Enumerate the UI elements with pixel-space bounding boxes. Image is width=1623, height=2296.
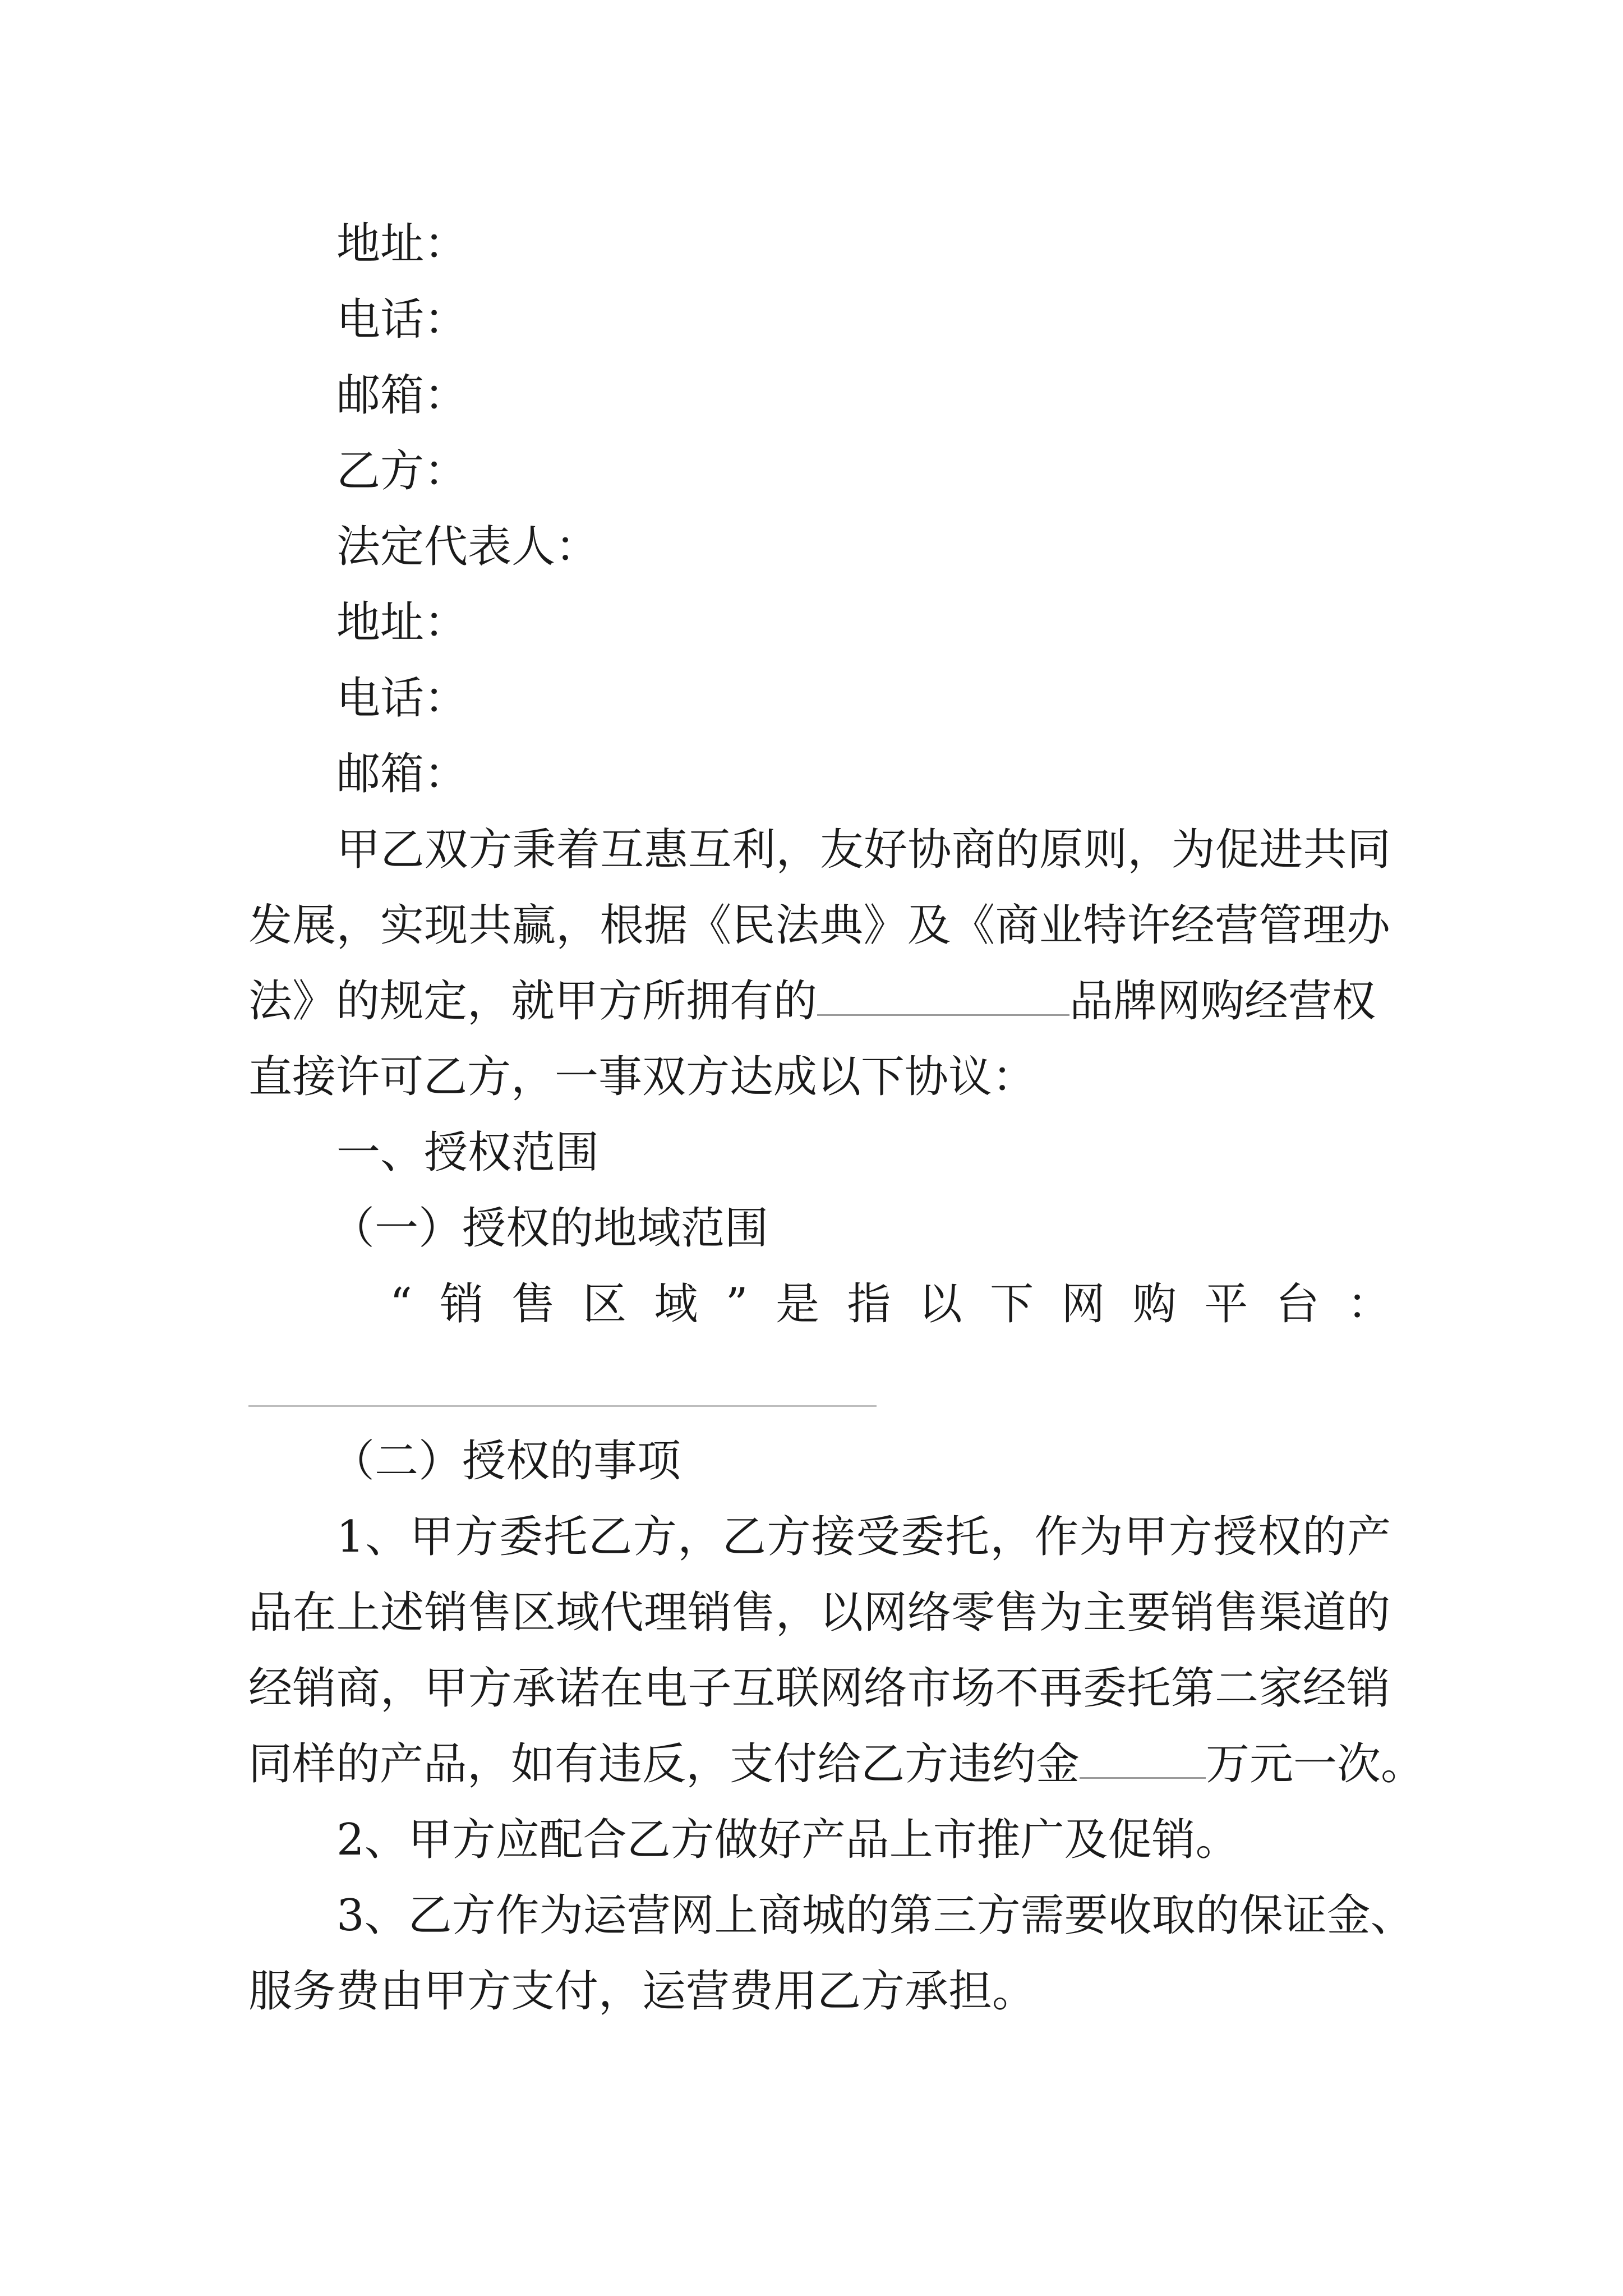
item-1-line-2: 品在上述销售区域代理销售，以网络零售为主要销售渠道的 xyxy=(248,1588,1390,1638)
party-a-phone-label: 电话： xyxy=(336,295,468,345)
item-1-line-4-end: 万元一次。 xyxy=(1206,1739,1425,1789)
platform-blank-line xyxy=(248,1405,877,1407)
party-b-address-label: 地址： xyxy=(336,597,468,648)
section-1-title: 一、授权范围 xyxy=(336,1128,600,1178)
party-a-address-label: 地址： xyxy=(336,219,468,269)
preamble-line-2: 发展，实现共赢，根据《民法典》及《商业特许经营管理办 xyxy=(248,900,1390,951)
item-1-line-4 xyxy=(248,1736,1424,1792)
party-b-legal-rep-label: 法定代表人： xyxy=(336,522,600,572)
preamble-line-4: 直接许可乙方，一事双方达成以下协议： xyxy=(248,1052,1036,1102)
party-b-label: 乙方： xyxy=(336,446,468,496)
party-b-phone-label: 电话： xyxy=(336,673,468,724)
preamble-line-3-start: 法》的规定，就甲方所拥有的 xyxy=(248,976,818,1027)
item-3-line-1: 3、乙方作为运营网上商城的第三方需要收取的保证金、 xyxy=(336,1890,1414,1941)
preamble-line-3 xyxy=(248,973,1390,1029)
preamble-line-1: 甲乙双方秉着互惠互利，友好协商的原则，为促进共同 xyxy=(336,825,1391,875)
item-1-line-1: 1、甲方委托乙方，乙方接受委托，作为甲方授权的产 xyxy=(336,1512,1391,1562)
item-1-line-3: 经销商，甲方承诺在电子互联网络市场不再委托第二家经销 xyxy=(248,1663,1390,1714)
item-3-line-2: 服务费由甲方支付，运营费用乙方承担。 xyxy=(248,1966,1036,2017)
sales-area-definition: “销售区域”是指以下网购平台： xyxy=(390,1279,1391,1329)
brand-name-blank xyxy=(817,979,1069,1016)
penalty-amount-blank xyxy=(1080,1742,1206,1779)
item-2: 2、甲方应配合乙方做好产品上市推广及促销。 xyxy=(336,1815,1239,1865)
preamble-line-3-end: 品牌网购经营权 xyxy=(1069,976,1376,1027)
subsection-2-title: （二）授权的事项 xyxy=(331,1436,681,1487)
party-b-email-label: 邮箱： xyxy=(336,749,468,799)
item-1-line-4-start: 同样的产品，如有违反，支付给乙方违约金 xyxy=(248,1739,1080,1789)
party-a-email-label: 邮箱： xyxy=(336,370,468,421)
subsection-1-title: （一）授权的地域范围 xyxy=(331,1203,769,1254)
